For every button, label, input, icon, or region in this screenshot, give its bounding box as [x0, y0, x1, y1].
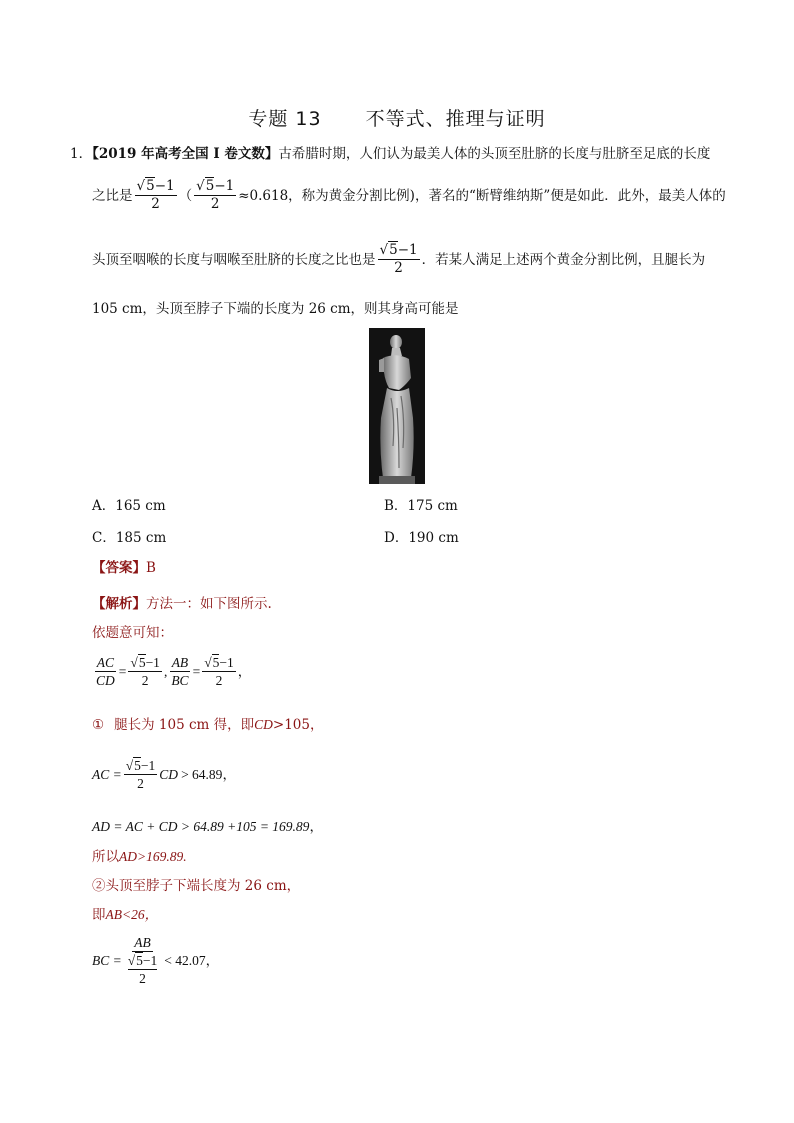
step-2b: 即AB<26， [92, 907, 159, 923]
step-2: ②头顶至脖子下端长度为 26 cm， [92, 878, 301, 894]
question-line-1 [70, 145, 710, 163]
question-source: 【2019 年高考全国 I 卷文数】 [92, 146, 279, 162]
analysis-label: 【解析】 [92, 596, 146, 612]
option-a: A．165 cm [92, 498, 166, 514]
question-text-2a: 之比是 [92, 187, 133, 204]
analysis-line [92, 595, 272, 613]
equation-3: AD = AC + CD > 64.89 +105 = 169.89， [92, 819, 323, 834]
question-text-3b: ．若某人满足上述两个黄金分割比例，且腿长为 [421, 251, 706, 268]
page-title [0, 104, 794, 131]
golden-ratio-fraction: $\frac{√5-1}{2}$ [136, 178, 175, 212]
option-b: B．175 cm [384, 498, 458, 514]
paren-open: （ [178, 187, 193, 204]
option-d: D．190 cm [384, 530, 459, 546]
question-text-2b: ≈0.618，称为黄金分割比例)，著名的“断臂维纳斯”便是如此．此外，最美人体的 [238, 187, 726, 204]
step-1: ① 腿长为 105 cm 得，即CD>105， [92, 717, 324, 733]
golden-ratio-fraction-3: $\frac{√5-1}{2}$ [379, 242, 418, 276]
analysis-method: 方法一：如下图所示. [146, 596, 272, 612]
title-topic: 专题 13 [248, 108, 322, 130]
analysis-intro: 依题意可知： [92, 625, 173, 641]
question-text-1: 古希腊时期，人们认为最美人体的头顶至肚脐的长度与肚脐至足底的长度 [278, 146, 711, 162]
conclusion-1: 所以AD>169.89. [92, 849, 187, 865]
equation-2: AC = $\frac{√5-1}{2}$ CD > 64.89 ， [92, 758, 236, 791]
question-line-2 [92, 178, 726, 213]
equation-1: $\frac{AC}{CD}$ = $\frac{√5-1}{2}$ , $\frac{AB}{BC}$ = $\frac{√5-1}{2}$ ， [96, 655, 252, 688]
equation-4: BC = AB √5−1 2 < 42.07 ， [92, 935, 220, 986]
golden-ratio-fraction-2: $\frac{√5-1}{2}$ [196, 178, 235, 212]
question-number: 1． [70, 146, 93, 162]
question-text-3a: 头顶至咽喉的长度与咽喉至肚脐的长度之比也是 [92, 251, 376, 268]
title-subject: 不等式、推理与证明 [365, 108, 546, 130]
answer-line [92, 559, 156, 577]
answer-label: 【答案】 [92, 560, 146, 576]
venus-statue-image [369, 328, 425, 484]
option-c: C．185 cm [92, 530, 167, 546]
question-line-4: 105 cm，头顶至脖子下端的长度为 26 cm，则其身高可能是 [92, 301, 459, 317]
answer-value: B [146, 560, 156, 576]
question-line-3 [92, 242, 705, 277]
